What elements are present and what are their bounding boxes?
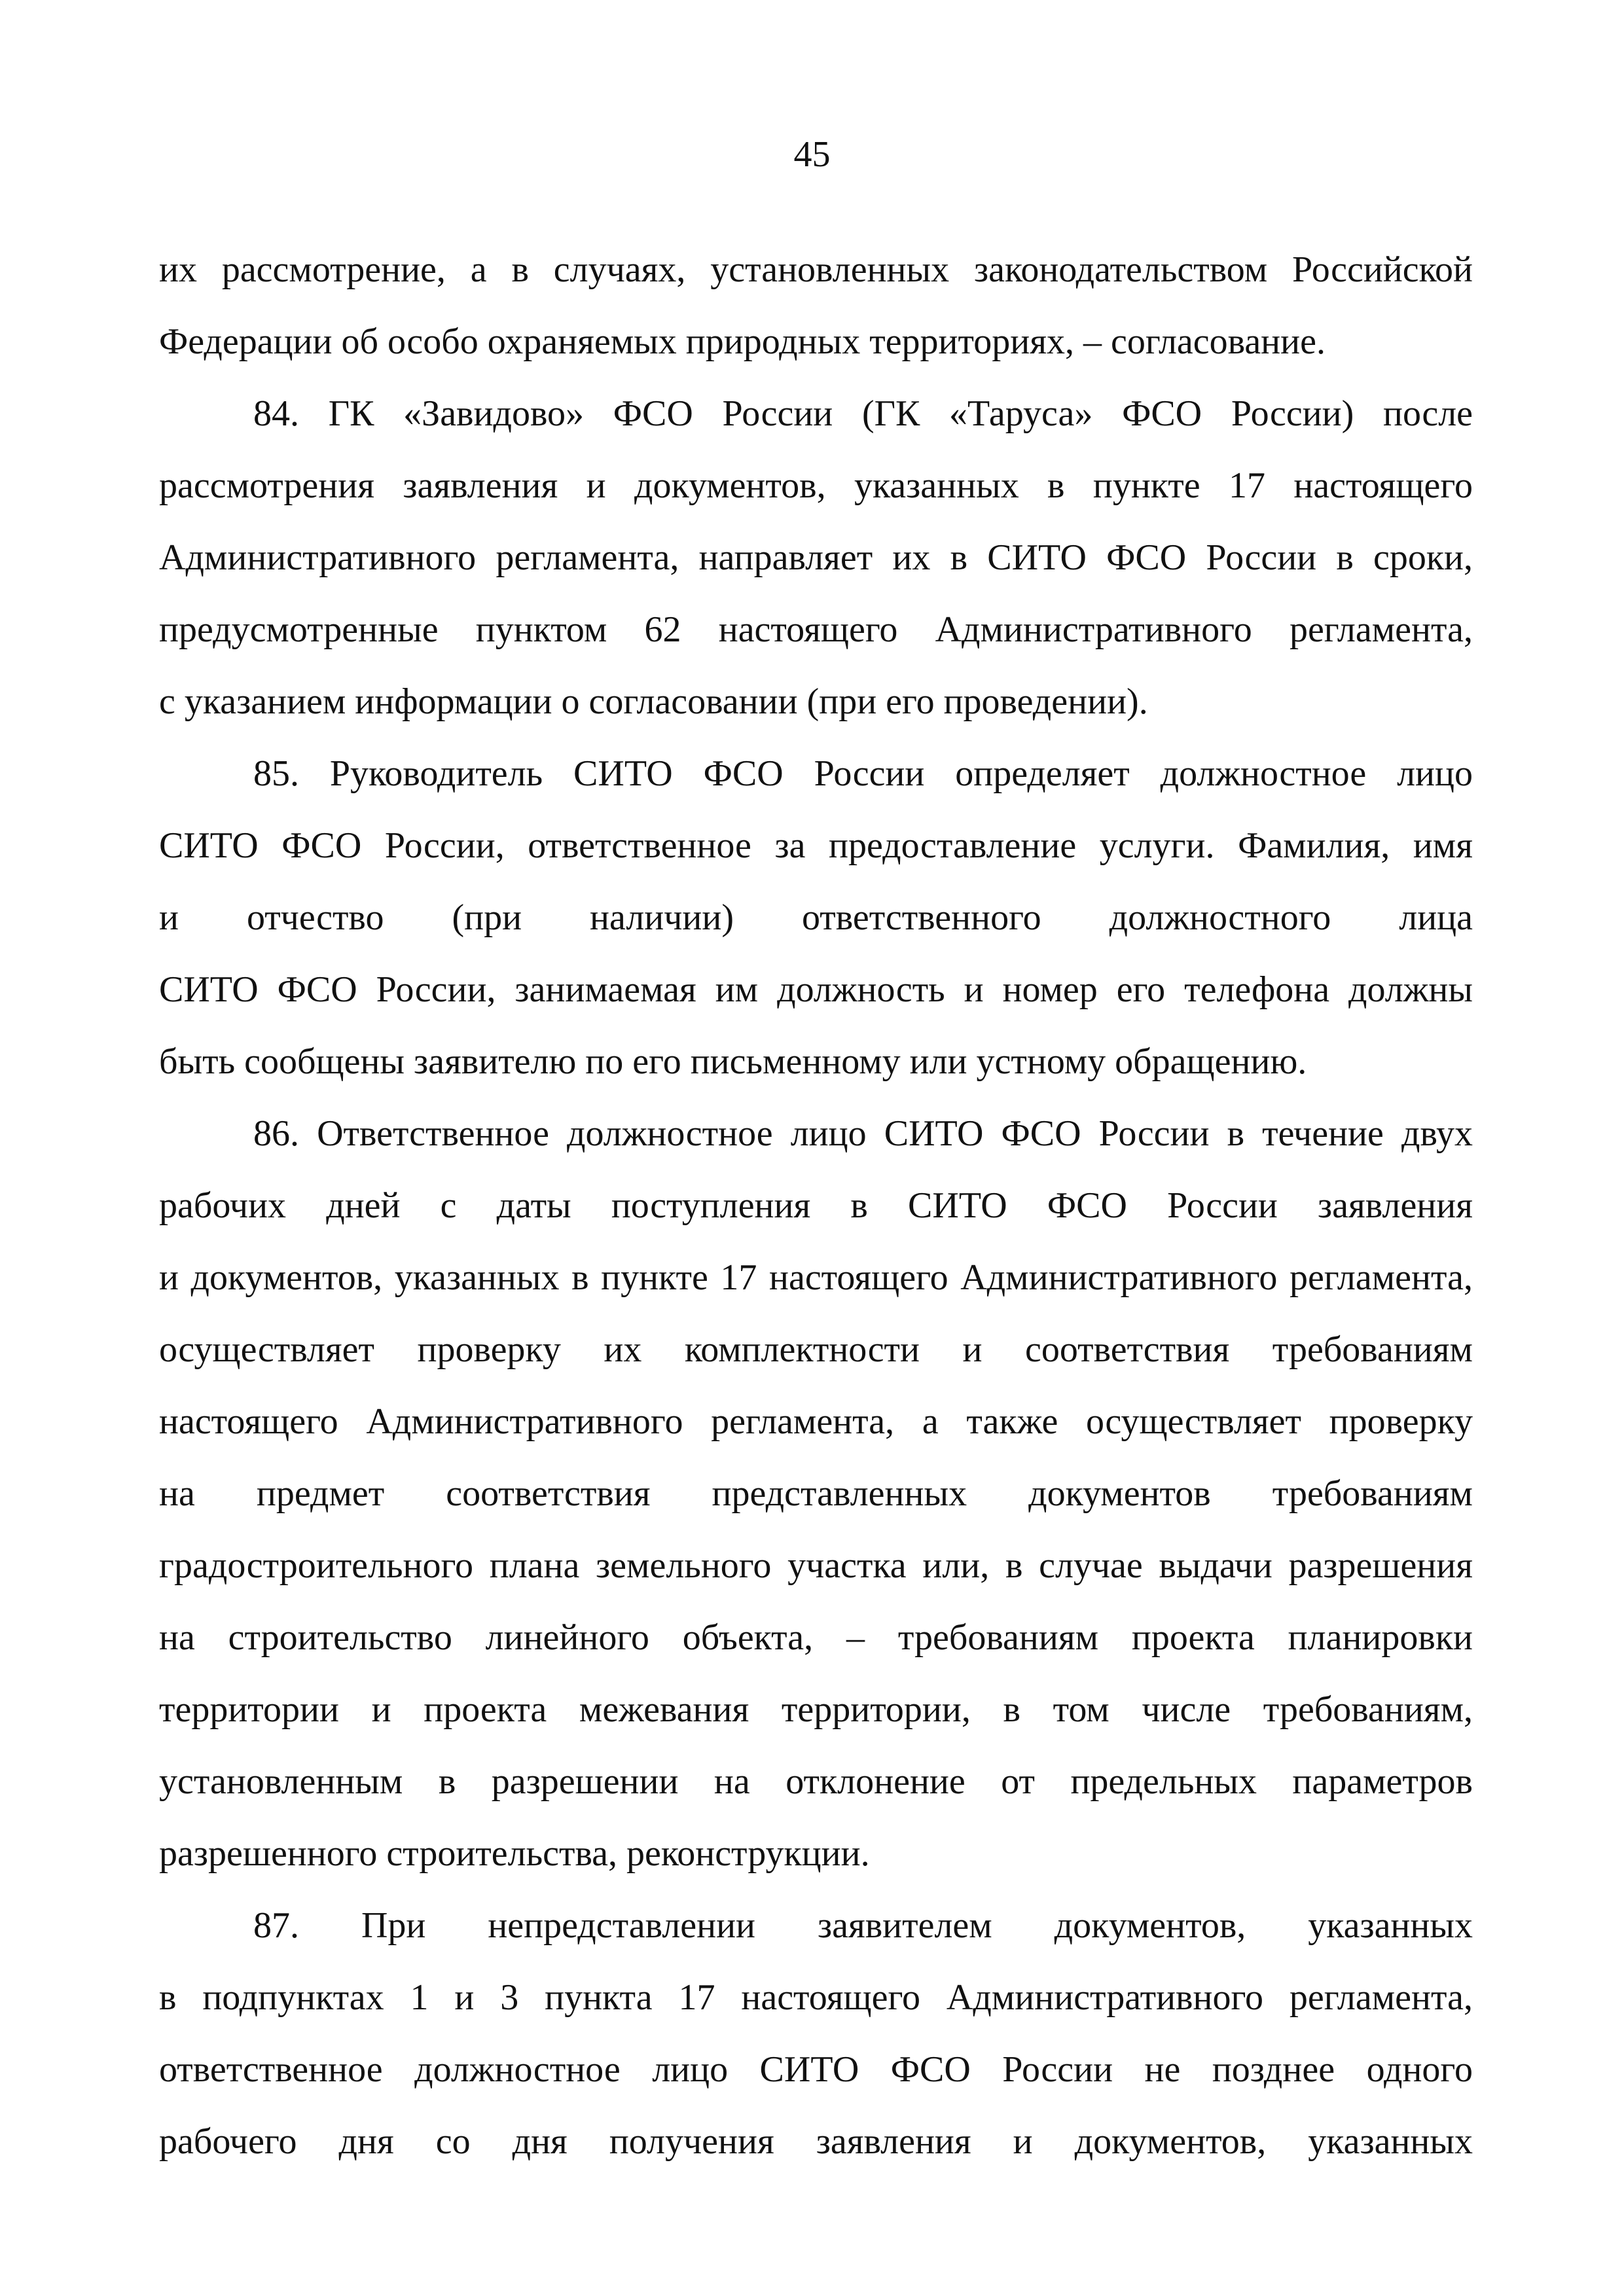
text-line: их рассмотрение, а в случаях, установленных законодательством Российской bbox=[159, 249, 1473, 290]
text-line: на строительство линейного объекта, – требованиям проекта планировки bbox=[159, 1617, 1473, 1658]
page-number: 45 bbox=[793, 134, 831, 175]
text-line: рабочего дня со дня получения заявления и документов, указанных bbox=[159, 2121, 1473, 2162]
text-line: и документов, указанных в пункте 17 настоящего Административного регламента, bbox=[159, 1257, 1473, 1298]
text-line: градостроительного плана земельного участка или, в случае выдачи разрешения bbox=[159, 1545, 1473, 1586]
text-line: настоящего Административного регламента, а также осуществляет проверку bbox=[159, 1401, 1473, 1442]
text-line: СИТО ФСО России, занимаемая им должность и номер его телефона должны bbox=[159, 969, 1473, 1010]
paragraph-85-start: 85. Руководитель СИТО ФСО России определяет должностное лицо bbox=[253, 753, 1473, 794]
text-line: разрешенного строительства, реконструкции. bbox=[159, 1833, 870, 1874]
text-line: в подпунктах 1 и 3 пункта 17 настоящего Административного регламента, bbox=[159, 1977, 1473, 2018]
text-line: и отчество (при наличии) ответственного должностного лица bbox=[159, 897, 1473, 938]
text-line: установленным в разрешении на отклонение от предельных параметров bbox=[159, 1761, 1473, 1802]
text-line: рассмотрения заявления и документов, указанных в пункте 17 настоящего bbox=[159, 465, 1473, 506]
text-line: на предмет соответствия представленных документов требованиям bbox=[159, 1473, 1473, 1514]
text-line: территории и проекта межевания территории, в том числе требованиям, bbox=[159, 1689, 1473, 1730]
paragraph-84-start: 84. ГК «Завидово» ФСО России (ГК «Таруса» ФСО России) после bbox=[253, 393, 1473, 434]
paragraph-86-start: 86. Ответственное должностное лицо СИТО ФСО России в течение двух bbox=[253, 1113, 1473, 1154]
paragraph-87-start: 87. При непредставлении заявителем документов, указанных bbox=[253, 1905, 1473, 1946]
text-line: Административного регламента, направляет их в СИТО ФСО России в сроки, bbox=[159, 537, 1473, 578]
text-line: Федерации об особо охраняемых природных территориях, – согласование. bbox=[159, 321, 1326, 362]
text-line: рабочих дней с даты поступления в СИТО ФСО России заявления bbox=[159, 1185, 1473, 1226]
text-line: с указанием информации о согласовании (при его проведении). bbox=[159, 681, 1148, 722]
text-line: предусмотренные пунктом 62 настоящего Административного регламента, bbox=[159, 609, 1473, 650]
text-line: быть сообщены заявителю по его письменному или устному обращению. bbox=[159, 1041, 1307, 1082]
document-body bbox=[159, 234, 1473, 2178]
text-line: СИТО ФСО России, ответственное за предоставление услуги. Фамилия, имя bbox=[159, 825, 1473, 866]
text-line: осуществляет проверку их комплектности и соответствия требованиям bbox=[159, 1329, 1473, 1370]
text-line: ответственное должностное лицо СИТО ФСО России не позднее одного bbox=[159, 2049, 1473, 2090]
